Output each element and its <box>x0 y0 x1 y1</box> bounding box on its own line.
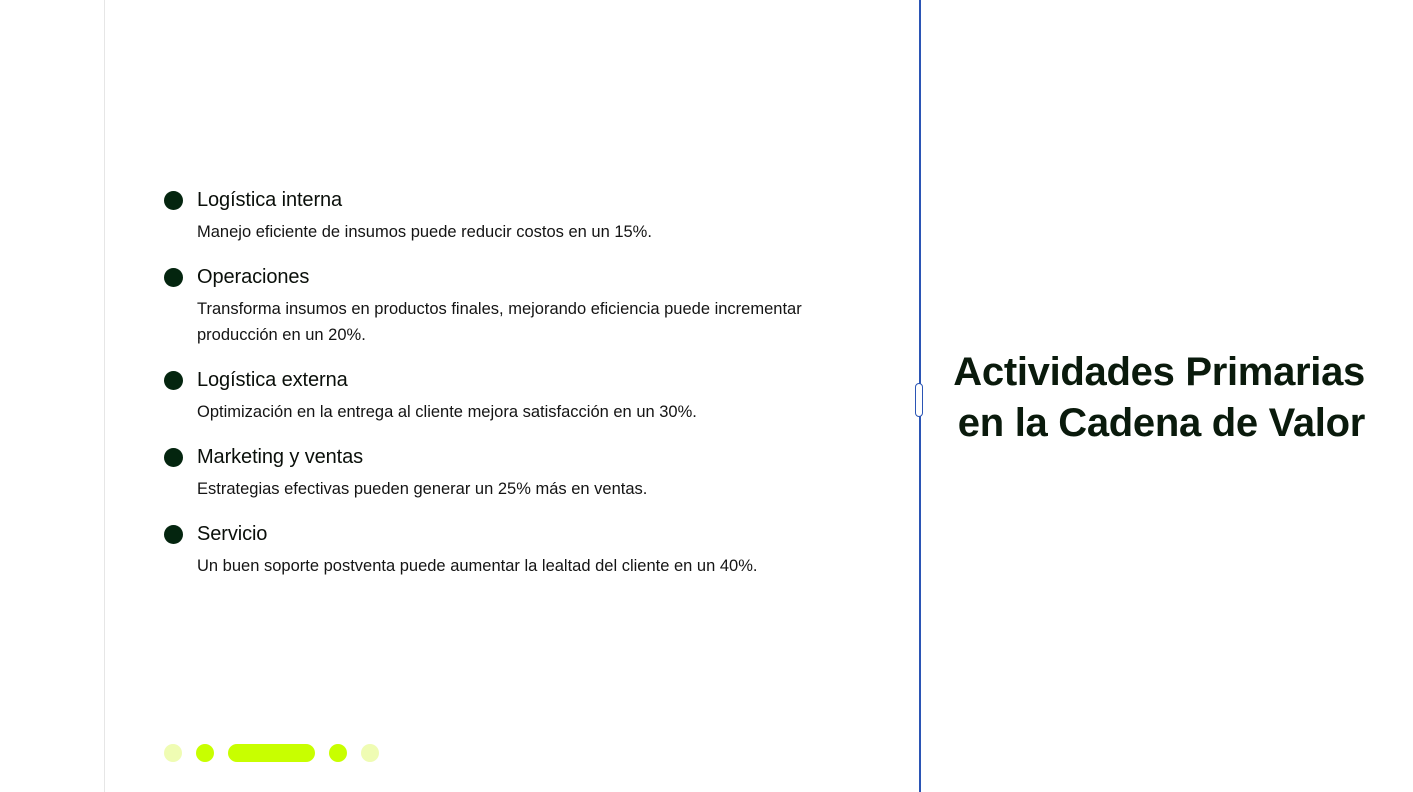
bullet-icon <box>164 371 183 390</box>
slide-heading <box>925 347 1365 449</box>
activity-item-operaciones <box>164 263 864 348</box>
activity-description: Un buen soporte postventa puede aumentar la lealtad del cliente en un 40%. <box>197 557 758 575</box>
pagination-dot[interactable] <box>329 744 347 762</box>
activity-title: Logística externa <box>197 369 348 391</box>
activity-description: Manejo eficiente de insumos puede reducir costos en un 15%. <box>197 223 652 241</box>
left-margin-line <box>104 0 105 792</box>
activity-title: Marketing y ventas <box>197 446 364 468</box>
activity-description: Transforma insumos en productos finales, mejorando eficiencia puede incrementar producción en un 20%. <box>197 300 802 344</box>
activity-item-marketing-ventas <box>164 443 864 502</box>
bullet-icon <box>164 191 183 210</box>
activity-title: Servicio <box>197 523 268 545</box>
pagination-dot-active[interactable] <box>228 744 315 762</box>
heading-line-2: en la Cadena de Valor <box>957 401 1365 445</box>
pagination-dots <box>164 744 379 762</box>
pagination-dot[interactable] <box>164 744 182 762</box>
activity-description: Estrategias efectivas pueden generar un 25% más en ventas. <box>197 480 648 498</box>
pagination-dot[interactable] <box>361 744 379 762</box>
activity-title: Logística interna <box>197 189 343 211</box>
activities-list <box>164 186 864 597</box>
activity-title: Operaciones <box>197 266 310 288</box>
bullet-icon <box>164 268 183 287</box>
bullet-icon <box>164 448 183 467</box>
divider-drag-handle[interactable] <box>915 383 923 417</box>
bullet-icon <box>164 525 183 544</box>
activity-description: Optimización en la entrega al cliente mejora satisfacción en un 30%. <box>197 403 697 421</box>
heading-line-1: Actividades Primarias <box>953 350 1365 394</box>
activity-item-logistica-externa <box>164 366 864 425</box>
pagination-dot[interactable] <box>196 744 214 762</box>
activity-item-logistica-interna <box>164 186 864 245</box>
activity-item-servicio <box>164 520 864 579</box>
